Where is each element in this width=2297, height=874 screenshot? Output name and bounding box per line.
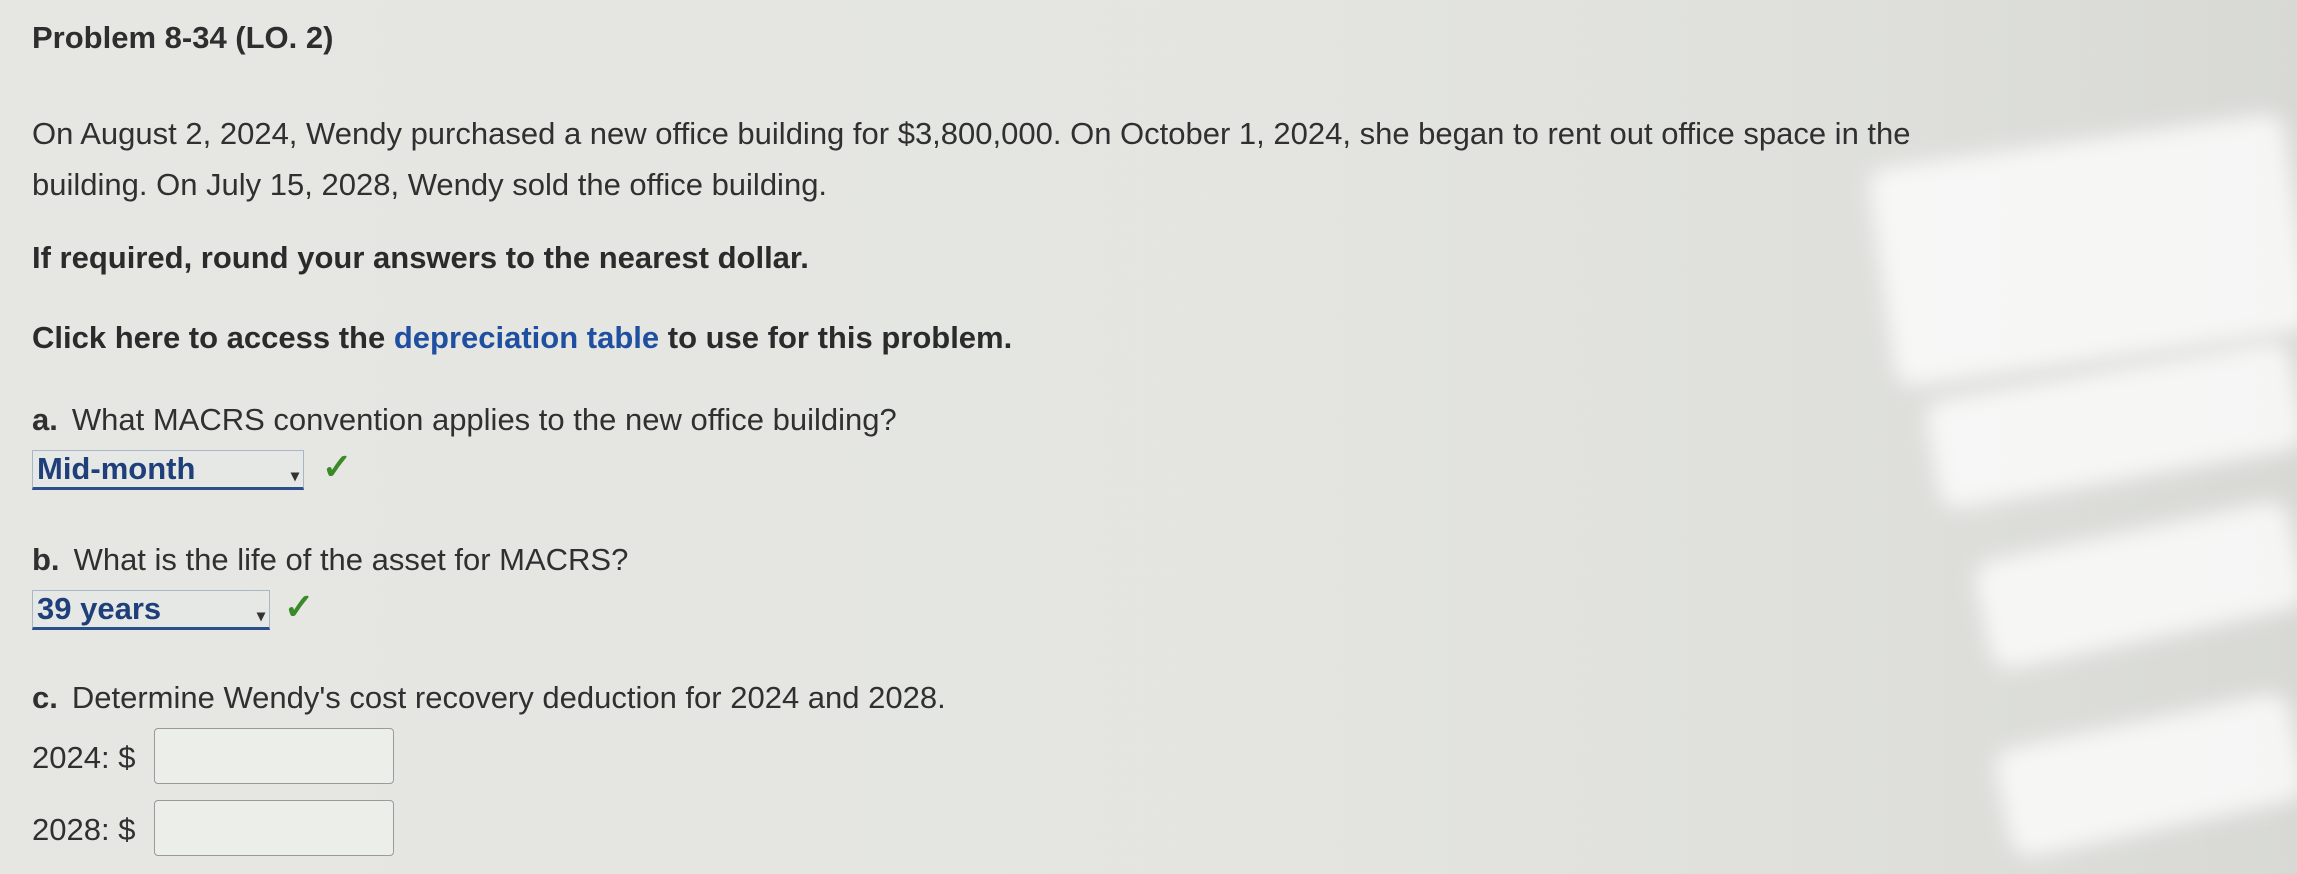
problem-page <box>32 0 2172 874</box>
question-a <box>32 402 897 438</box>
question-b-letter: b. <box>32 542 60 577</box>
question-a-text: What MACRS convention applies to the new office building? <box>71 402 897 437</box>
deduction-2024-label: 2024: $ <box>32 740 136 775</box>
deduction-2028-label: 2028: $ <box>32 812 136 847</box>
chevron-down-icon: ▾ <box>290 468 299 485</box>
description-line-1: On August 2, 2024, Wendy purchased a new office building for $3,800,000. On October 1, 2024, she began to rent out office space in the <box>32 116 1911 151</box>
correct-check-icon: ✓ <box>322 446 353 487</box>
asset-life-dropdown[interactable] <box>32 590 270 630</box>
correct-check-icon: ✓ <box>284 586 315 627</box>
deduction-2028-input[interactable] <box>154 800 394 856</box>
rounding-instruction: If required, round your answers to the nearest dollar. <box>32 240 809 275</box>
question-b-text: What is the life of the asset for MACRS? <box>73 542 629 577</box>
question-a-letter: a. <box>32 402 58 437</box>
description-line-2: building. On July 15, 2028, Wendy sold the office building. <box>32 167 828 202</box>
depreciation-table-link[interactable]: depreciation table <box>393 320 660 355</box>
problem-description <box>32 108 2152 210</box>
convention-selected-value: Mid-month <box>37 451 196 486</box>
deduction-2024-input[interactable] <box>154 728 394 784</box>
problem-title: Problem 8-34 (LO. 2) <box>32 20 334 55</box>
asset-life-selected-value: 39 years <box>37 591 162 626</box>
depreciation-access-line <box>32 320 1012 356</box>
access-suffix: to use for this problem. <box>659 320 1013 355</box>
question-c <box>32 680 946 716</box>
question-c-text: Determine Wendy's cost recovery deduction for 2024 and 2028. <box>71 680 946 715</box>
access-prefix: Click here to access the <box>32 320 394 355</box>
convention-dropdown[interactable] <box>32 450 304 490</box>
chevron-down-icon: ▾ <box>256 608 265 625</box>
question-c-letter: c. <box>32 680 58 715</box>
question-b <box>32 542 628 578</box>
